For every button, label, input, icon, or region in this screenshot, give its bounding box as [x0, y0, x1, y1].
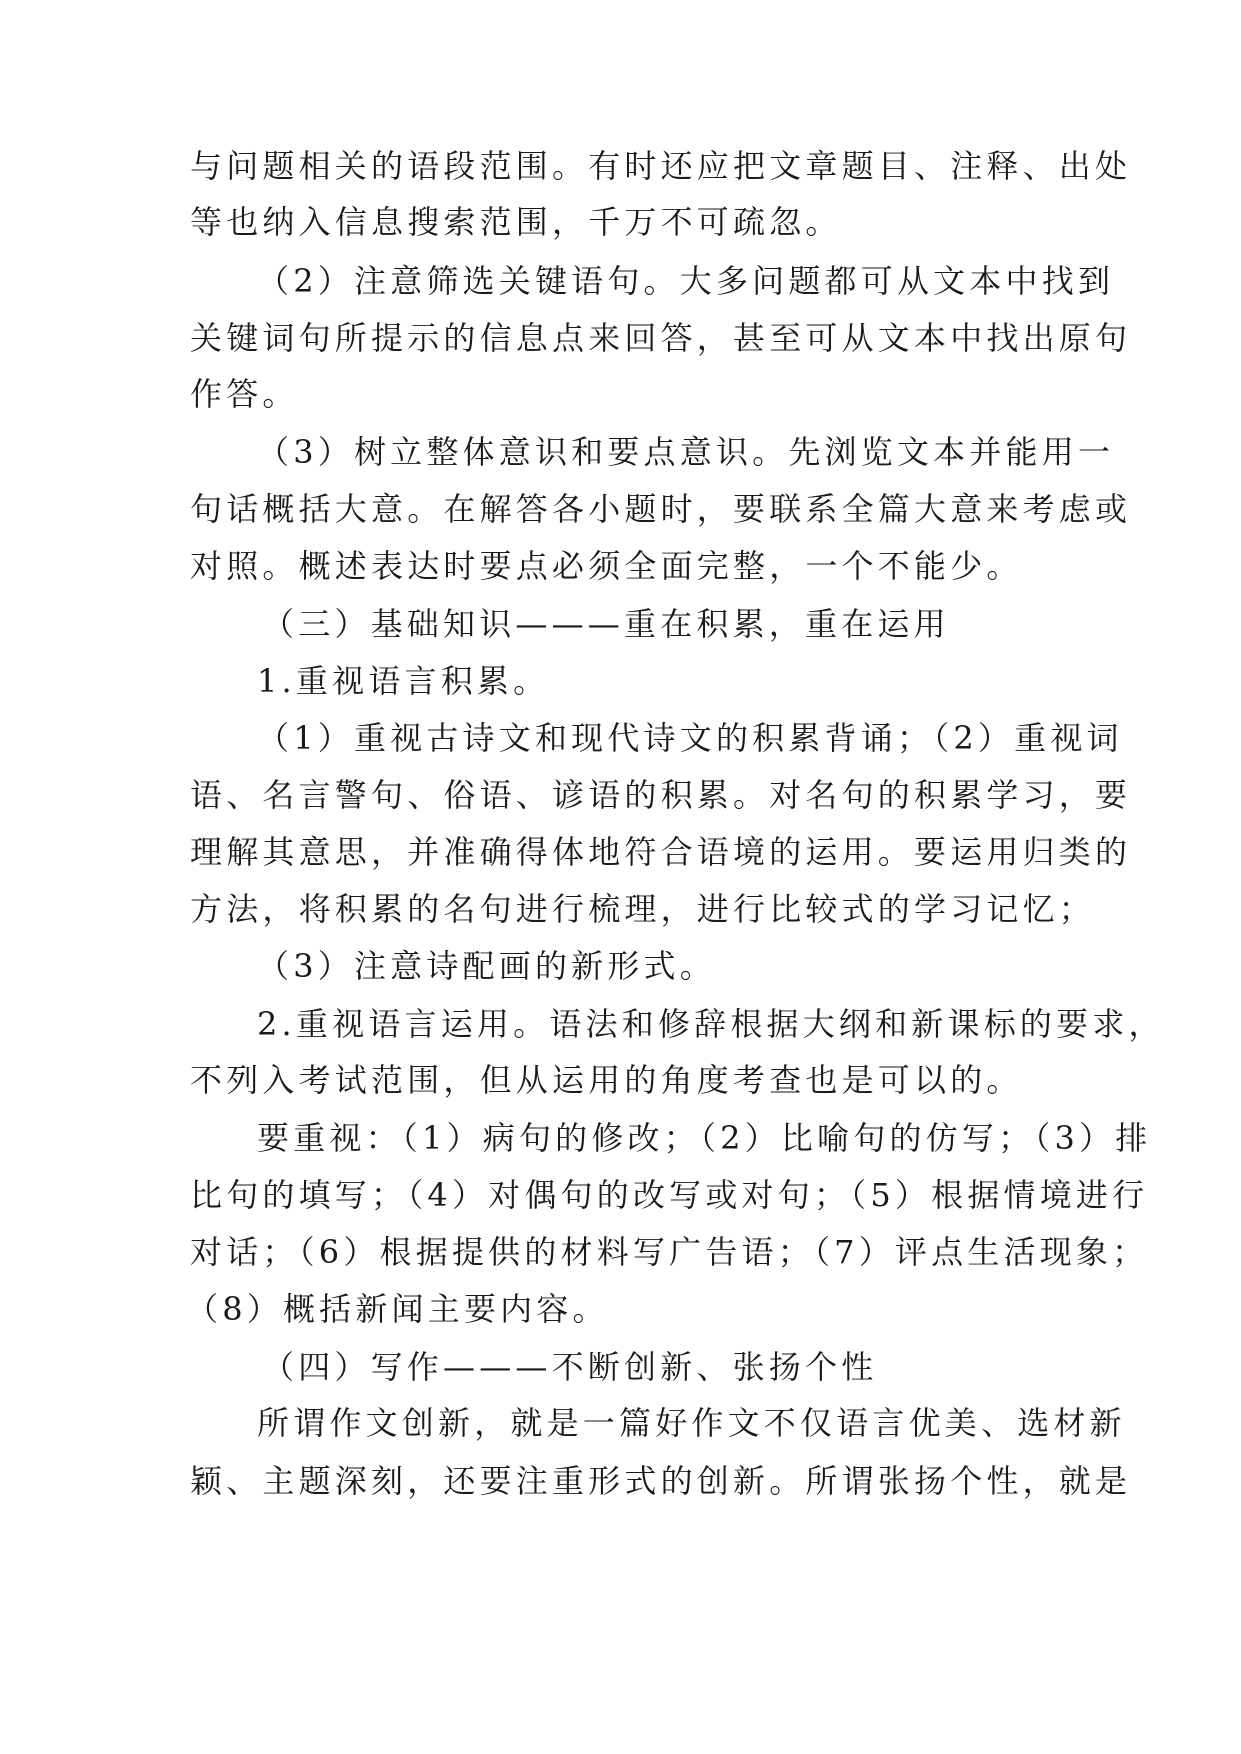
text-line: 关键词句所提示的信息点来回答，甚至可从文本中找出原句 [190, 319, 1132, 357]
text-line: 不列入考试范围，但从运用的角度考查也是可以的。 [190, 1061, 1023, 1099]
subsection-heading: 2.重视语言运用。语法和修辞根据大纲和新课标的要求， [257, 1005, 1165, 1043]
paragraph-start-line: （3）注意诗配画的新形式。 [257, 947, 716, 985]
paragraph-start-line: 要重视：（1）病句的修改；（2）比喻句的仿写；（3）排 [257, 1119, 1152, 1157]
paragraph-start-line: （3）树立整体意识和要点意识。先浏览文本并能用一 [257, 433, 1115, 471]
text-line: 对照。概述表达时要点必须全面完整，一个不能少。 [190, 547, 1023, 585]
section-heading: （三）基础知识———重在积累，重在运用 [262, 605, 950, 643]
text-line: （8）概括新闻主要内容。 [186, 1290, 609, 1328]
text-line: 作答。 [190, 375, 299, 413]
paragraph-start-line: 所谓作文创新，就是一篇好作文不仅语言优美、选材新 [257, 1404, 1126, 1442]
subsection-heading: 1.重视语言积累。 [257, 662, 550, 700]
text-line: 语、名言警句、俗语、谚语的积累。对名句的积累学习，要 [190, 776, 1132, 814]
text-line: 句话概括大意。在解答各小题时，要联系全篇大意来考虑或 [190, 490, 1132, 528]
text-line: 颖、主题深刻，还要注重形式的创新。所谓张扬个性，就是 [190, 1462, 1132, 1500]
text-line: 对话；（6）根据提供的材料写广告语；（7）评点生活现象； [190, 1233, 1149, 1271]
text-line: 理解其意思，并准确得体地符合语境的运用。要运用归类的 [190, 833, 1132, 871]
text-line: 方法，将积累的名句进行梳理，进行比较式的学习记忆； [190, 890, 1096, 928]
section-heading: （四）写作———不断创新、张扬个性 [262, 1348, 878, 1386]
text-line: 与问题相关的语段范围。有时还应把文章题目、注释、出处 [190, 147, 1132, 185]
text-line: 比句的填写；（4）对偶句的改写或对句；（5）根据情境进行 [190, 1176, 1149, 1214]
text-line: 等也纳入信息搜索范围，千万不可疏忽。 [190, 203, 842, 241]
paragraph-start-line: （1）重视古诗文和现代诗文的积累背诵；（2）重视词 [257, 719, 1123, 757]
paragraph-start-line: （2）注意筛选关键语句。大多问题都可从文本中找到 [257, 262, 1115, 300]
